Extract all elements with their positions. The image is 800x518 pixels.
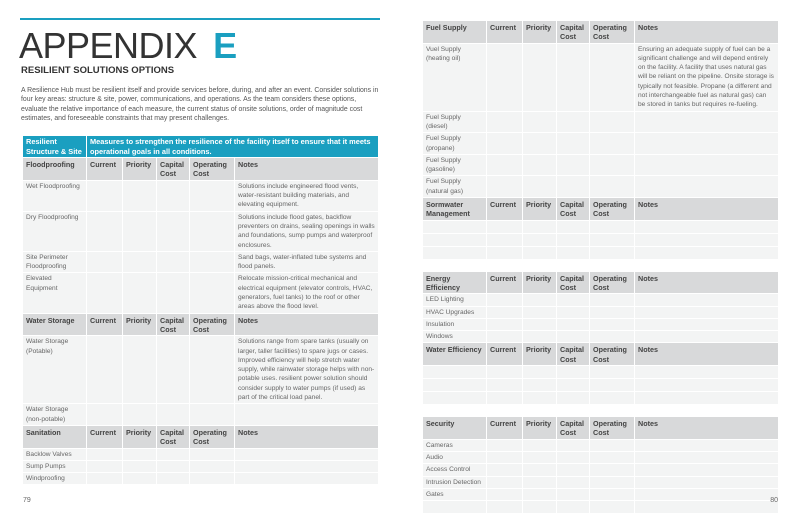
capital-cost-cell[interactable] (557, 306, 590, 318)
row-item (423, 246, 487, 259)
capital-cost-cell[interactable] (557, 379, 590, 392)
notes-cell: Ensuring an adequate supply of fuel can be a significant challenge and will depend entirely on the facility. A facility that uses natural gas will be reliant on the pipeline. Onsite storage is typically not feasible. Propane (a different and not interchangeable fuel as natural gas) can be stored in tanks but requires re-fueling. (635, 43, 779, 111)
notes-cell: Solutions range from spare tanks (usually on larger, taller facilities) to spare jugs or cases. Improved efficiency will help stretch water supply, while rainwater storage helps with non-potable uses. resilient power solution should consider supply to water pumps (if used) as part of the critical load panel. (235, 336, 379, 404)
current-cell[interactable] (87, 473, 123, 485)
capital-cost-cell[interactable] (157, 448, 190, 460)
current-cell[interactable] (487, 439, 523, 451)
column-header-operating-cost: Operating Cost (590, 417, 635, 440)
table-row (23, 473, 379, 485)
current-cell[interactable] (87, 273, 123, 313)
table-row (423, 488, 779, 500)
table-row (423, 451, 779, 463)
operating-cost-cell[interactable] (190, 448, 235, 460)
table-row (23, 251, 379, 273)
column-header-operating-cost: Operating Cost (190, 158, 235, 181)
capital-cost-cell[interactable] (557, 439, 590, 451)
column-header-operating-cost: Operating Cost (590, 21, 635, 44)
notes-cell (635, 476, 779, 488)
column-header-notes: Notes (635, 417, 779, 440)
column-header-operating-cost: Operating Cost (590, 343, 635, 366)
table-row (23, 273, 379, 313)
column-header-notes: Notes (235, 425, 379, 448)
capital-cost-cell[interactable] (557, 501, 590, 514)
operating-cost-cell[interactable] (190, 251, 235, 273)
row-item: Windows (423, 331, 487, 343)
notes-cell: Relocate mission-critical mechanical and electrical equipment (elevator controls, HVAC, generators, fuel tanks) to the roof or other areas above the flood level. (235, 273, 379, 313)
section-header-floodproofing (23, 158, 379, 181)
column-header-notes: Notes (235, 313, 379, 336)
priority-cell[interactable] (123, 404, 157, 426)
priority-cell[interactable] (523, 451, 557, 463)
operating-cost-cell[interactable] (590, 331, 635, 343)
table-row (423, 318, 779, 330)
row-item: Fuel Supply (diesel) (423, 111, 487, 133)
operating-cost-cell[interactable] (190, 404, 235, 426)
intro-paragraph: A Resilience Hub must be resilient itself and provide services before, during, and after an event. Consider solutions in four key areas: structure & site, power, communications, and operations. As the team considers these options, evaluate the relative importance of each measure, the current status of onsite solutions, order of magnitude cost estimates, and foreseeable constraints that may present challenges. (21, 87, 379, 123)
table-row (423, 176, 779, 198)
notes-cell (635, 439, 779, 451)
notes-cell (635, 246, 779, 259)
gap-cell (423, 259, 779, 271)
operating-cost-cell[interactable] (190, 473, 235, 485)
notes-cell (235, 460, 379, 472)
column-header-priority: Priority (123, 313, 157, 336)
priority-cell[interactable] (523, 464, 557, 476)
current-cell[interactable] (87, 404, 123, 426)
capital-cost-cell[interactable] (557, 233, 590, 246)
operating-cost-cell[interactable] (590, 246, 635, 259)
notes-cell (635, 233, 779, 246)
priority-cell[interactable] (523, 294, 557, 306)
priority-cell[interactable] (523, 366, 557, 379)
column-header-priority: Priority (123, 158, 157, 181)
column-header-capital-cost: Capital Cost (157, 425, 190, 448)
capital-cost-cell[interactable] (557, 318, 590, 330)
operating-cost-cell[interactable] (590, 111, 635, 133)
capital-cost-cell[interactable] (557, 111, 590, 133)
row-item: HVAC Upgrades (423, 306, 487, 318)
notes-cell (635, 379, 779, 392)
capital-cost-cell[interactable] (157, 336, 190, 404)
appendix-letter: E (213, 25, 237, 66)
capital-cost-cell[interactable] (557, 476, 590, 488)
banner-label: Resilient Structure & Site (23, 136, 87, 158)
section-title: Security (423, 417, 487, 440)
column-header-notes: Notes (235, 158, 379, 181)
table-row (423, 133, 779, 155)
capital-cost-cell[interactable] (157, 180, 190, 211)
operating-cost-cell[interactable] (190, 336, 235, 404)
table-row (23, 180, 379, 211)
table-row (423, 294, 779, 306)
capital-cost-cell[interactable] (557, 246, 590, 259)
current-cell[interactable] (487, 366, 523, 379)
priority-cell[interactable] (123, 448, 157, 460)
capital-cost-cell[interactable] (157, 273, 190, 313)
column-header-current: Current (87, 313, 123, 336)
column-header-priority: Priority (523, 198, 557, 221)
resilience-options-table (422, 20, 778, 514)
priority-cell[interactable] (523, 488, 557, 500)
column-header-current: Current (487, 417, 523, 440)
row-item: Backlow Valves (23, 448, 87, 460)
row-item (423, 379, 487, 392)
operating-cost-cell[interactable] (590, 233, 635, 246)
column-header-capital-cost: Capital Cost (557, 343, 590, 366)
banner-text: Measures to strengthen the resilience of the facility itself to ensure that it meets operational goals in all conditions. (87, 136, 379, 158)
priority-cell[interactable] (123, 473, 157, 485)
current-cell[interactable] (487, 392, 523, 405)
column-header-notes: Notes (635, 271, 779, 294)
page-number: 80 (770, 497, 778, 504)
column-header-capital-cost: Capital Cost (557, 198, 590, 221)
row-item (423, 220, 487, 233)
section-title: Sanitation (23, 425, 87, 448)
column-header-operating-cost: Operating Cost (590, 271, 635, 294)
table-row (423, 246, 779, 259)
section-title: Fuel Supply (423, 21, 487, 44)
operating-cost-cell[interactable] (590, 43, 635, 111)
capital-cost-cell[interactable] (557, 43, 590, 111)
row-item: Access Control (423, 464, 487, 476)
capital-cost-cell[interactable] (557, 220, 590, 233)
column-header-current: Current (87, 158, 123, 181)
column-header-operating-cost: Operating Cost (190, 313, 235, 336)
section-title: Energy Efficiency (423, 271, 487, 294)
column-header-priority: Priority (523, 21, 557, 44)
priority-cell[interactable] (123, 251, 157, 273)
notes-cell: Solutions include flood gates, backflow preventers on drains, sealing openings in walls and foundations, sump pumps and waterproof enclosures. (235, 211, 379, 251)
priority-cell[interactable] (123, 336, 157, 404)
capital-cost-cell[interactable] (157, 211, 190, 251)
row-item: Cameras (423, 439, 487, 451)
section-title: Water Storage (23, 313, 87, 336)
current-cell[interactable] (487, 501, 523, 514)
column-header-operating-cost: Operating Cost (190, 425, 235, 448)
table-row (423, 476, 779, 488)
notes-cell (635, 501, 779, 514)
notes-cell: Solutions include engineered flood vents, water-resistant building materials, and elevating equipment. (235, 180, 379, 211)
current-cell[interactable] (487, 464, 523, 476)
current-cell[interactable] (487, 133, 523, 155)
column-header-priority: Priority (523, 271, 557, 294)
accent-rule (20, 18, 380, 20)
notes-cell (235, 473, 379, 485)
notes-cell (635, 318, 779, 330)
priority-cell[interactable] (523, 176, 557, 198)
table-row (23, 336, 379, 404)
operating-cost-cell[interactable] (190, 211, 235, 251)
current-cell[interactable] (87, 180, 123, 211)
capital-cost-cell[interactable] (557, 366, 590, 379)
appendix-title (19, 26, 237, 66)
current-cell[interactable] (487, 476, 523, 488)
title-text: APPENDIX (19, 25, 198, 66)
priority-cell[interactable] (123, 273, 157, 313)
column-header-capital-cost: Capital Cost (557, 271, 590, 294)
capital-cost-cell[interactable] (557, 294, 590, 306)
column-header-priority: Priority (123, 425, 157, 448)
table-row (423, 111, 779, 133)
priority-cell[interactable] (523, 392, 557, 405)
priority-cell[interactable] (123, 180, 157, 211)
current-cell[interactable] (87, 448, 123, 460)
operating-cost-cell[interactable] (590, 392, 635, 405)
table-row (423, 306, 779, 318)
current-cell[interactable] (487, 233, 523, 246)
row-item: Water Storage (Potable) (23, 336, 87, 404)
priority-cell[interactable] (523, 439, 557, 451)
current-cell[interactable] (87, 336, 123, 404)
notes-cell (635, 154, 779, 176)
table-row (423, 366, 779, 379)
operating-cost-cell[interactable] (590, 501, 635, 514)
current-cell[interactable] (487, 294, 523, 306)
column-header-notes: Notes (635, 21, 779, 44)
table-row (423, 501, 779, 514)
current-cell[interactable] (487, 488, 523, 500)
notes-cell: Sand bags, water-inflated tube systems and flood panels. (235, 251, 379, 273)
operating-cost-cell[interactable] (590, 451, 635, 463)
row-item (423, 501, 487, 514)
section-header-water-storage (23, 313, 379, 336)
priority-cell[interactable] (523, 246, 557, 259)
gap-cell (423, 405, 779, 417)
table-row (23, 460, 379, 472)
row-item: Vuel Supply (heating oil) (423, 43, 487, 111)
notes-cell (635, 133, 779, 155)
current-cell[interactable] (87, 211, 123, 251)
capital-cost-cell[interactable] (157, 473, 190, 485)
capital-cost-cell[interactable] (557, 488, 590, 500)
capital-cost-cell[interactable] (157, 404, 190, 426)
section-header-sormwater-management (423, 198, 779, 221)
row-item: LED Lighting (423, 294, 487, 306)
capital-cost-cell[interactable] (557, 451, 590, 463)
priority-cell[interactable] (523, 111, 557, 133)
priority-cell[interactable] (123, 460, 157, 472)
table-row (23, 211, 379, 251)
operating-cost-cell[interactable] (590, 439, 635, 451)
notes-cell (635, 111, 779, 133)
table-row (423, 220, 779, 233)
current-cell[interactable] (487, 220, 523, 233)
column-header-current: Current (487, 343, 523, 366)
section-header-sanitation (23, 425, 379, 448)
section-title: Sormwater Management (423, 198, 487, 221)
table-row (423, 43, 779, 111)
operating-cost-cell[interactable] (590, 318, 635, 330)
row-item: Wet Floodproofing (23, 180, 87, 211)
column-header-current: Current (87, 425, 123, 448)
section-subtitle: RESILIENT SOLUTIONS OPTIONS (21, 65, 175, 76)
table-row (423, 331, 779, 343)
section-title: Floodproofing (23, 158, 87, 181)
priority-cell[interactable] (523, 133, 557, 155)
priority-cell[interactable] (123, 211, 157, 251)
row-item (423, 366, 487, 379)
row-item: Insulation (423, 318, 487, 330)
operating-cost-cell[interactable] (590, 476, 635, 488)
table-row (423, 154, 779, 176)
notes-cell (635, 366, 779, 379)
capital-cost-cell[interactable] (157, 251, 190, 273)
section-title: Water Efficiency (423, 343, 487, 366)
column-header-priority: Priority (523, 343, 557, 366)
row-item: Fuel Supply (gasoline) (423, 154, 487, 176)
capital-cost-cell[interactable] (557, 133, 590, 155)
priority-cell[interactable] (523, 43, 557, 111)
current-cell[interactable] (487, 331, 523, 343)
column-header-capital-cost: Capital Cost (557, 21, 590, 44)
table-row (423, 464, 779, 476)
column-header-capital-cost: Capital Cost (157, 313, 190, 336)
capital-cost-cell[interactable] (557, 331, 590, 343)
row-item: Water Storage (non-potable) (23, 404, 87, 426)
priority-cell[interactable] (523, 501, 557, 514)
column-header-current: Current (487, 21, 523, 44)
column-header-capital-cost: Capital Cost (157, 158, 190, 181)
priority-cell[interactable] (523, 233, 557, 246)
priority-cell[interactable] (523, 318, 557, 330)
operating-cost-cell[interactable] (590, 488, 635, 500)
capital-cost-cell[interactable] (157, 460, 190, 472)
notes-cell (635, 294, 779, 306)
current-cell[interactable] (487, 318, 523, 330)
table-row (23, 404, 379, 426)
operating-cost-cell[interactable] (590, 294, 635, 306)
section-header-fuel-supply (423, 21, 779, 44)
column-header-current: Current (487, 198, 523, 221)
priority-cell[interactable] (523, 306, 557, 318)
priority-cell[interactable] (523, 220, 557, 233)
section-gap (423, 405, 779, 417)
section-header-security (423, 417, 779, 440)
table-row (423, 379, 779, 392)
current-cell[interactable] (487, 246, 523, 259)
table-row (423, 392, 779, 405)
operating-cost-cell[interactable] (590, 306, 635, 318)
section-gap (423, 259, 779, 271)
table-banner (23, 136, 379, 158)
notes-cell (235, 448, 379, 460)
row-item (423, 392, 487, 405)
notes-cell (635, 306, 779, 318)
current-cell[interactable] (487, 43, 523, 111)
operating-cost-cell[interactable] (590, 176, 635, 198)
operating-cost-cell[interactable] (590, 220, 635, 233)
current-cell[interactable] (487, 111, 523, 133)
priority-cell[interactable] (523, 476, 557, 488)
row-item: Gates (423, 488, 487, 500)
capital-cost-cell[interactable] (557, 176, 590, 198)
table-row (423, 233, 779, 246)
section-header-water-efficiency (423, 343, 779, 366)
row-item: Windproofing (23, 473, 87, 485)
table-row (423, 439, 779, 451)
column-header-capital-cost: Capital Cost (557, 417, 590, 440)
notes-cell (635, 176, 779, 198)
current-cell[interactable] (487, 154, 523, 176)
operating-cost-cell[interactable] (590, 154, 635, 176)
page-80 (400, 0, 800, 518)
operating-cost-cell[interactable] (590, 366, 635, 379)
operating-cost-cell[interactable] (590, 464, 635, 476)
row-item: Audio (423, 451, 487, 463)
capital-cost-cell[interactable] (557, 392, 590, 405)
column-header-operating-cost: Operating Cost (590, 198, 635, 221)
current-cell[interactable] (487, 176, 523, 198)
page-number: 79 (23, 497, 31, 504)
row-item: Site Perimeter Floodproofing (23, 251, 87, 273)
row-item (423, 233, 487, 246)
notes-cell (635, 488, 779, 500)
notes-cell (635, 451, 779, 463)
column-header-notes: Notes (635, 198, 779, 221)
notes-cell (635, 331, 779, 343)
table-row (23, 448, 379, 460)
operating-cost-cell[interactable] (590, 133, 635, 155)
capital-cost-cell[interactable] (557, 464, 590, 476)
capital-cost-cell[interactable] (557, 154, 590, 176)
current-cell[interactable] (487, 379, 523, 392)
current-cell[interactable] (487, 451, 523, 463)
notes-cell (635, 220, 779, 233)
current-cell[interactable] (87, 460, 123, 472)
row-item: Sump Pumps (23, 460, 87, 472)
row-item: Fuel Supply (natural gas) (423, 176, 487, 198)
column-header-notes: Notes (635, 343, 779, 366)
row-item: Elevated Equipment (23, 273, 87, 313)
current-cell[interactable] (487, 306, 523, 318)
operating-cost-cell[interactable] (190, 460, 235, 472)
notes-cell (235, 404, 379, 426)
row-item: Dry Floodproofing (23, 211, 87, 251)
priority-cell[interactable] (523, 154, 557, 176)
priority-cell[interactable] (523, 379, 557, 392)
notes-cell (635, 464, 779, 476)
operating-cost-cell[interactable] (190, 273, 235, 313)
operating-cost-cell[interactable] (190, 180, 235, 211)
notes-cell (635, 392, 779, 405)
section-header-energy-efficiency (423, 271, 779, 294)
row-item: Intrusion Detection (423, 476, 487, 488)
current-cell[interactable] (87, 251, 123, 273)
column-header-current: Current (487, 271, 523, 294)
column-header-priority: Priority (523, 417, 557, 440)
operating-cost-cell[interactable] (590, 379, 635, 392)
resilient-structure-table (22, 135, 378, 485)
priority-cell[interactable] (523, 331, 557, 343)
row-item: Fuel Supply (propane) (423, 133, 487, 155)
